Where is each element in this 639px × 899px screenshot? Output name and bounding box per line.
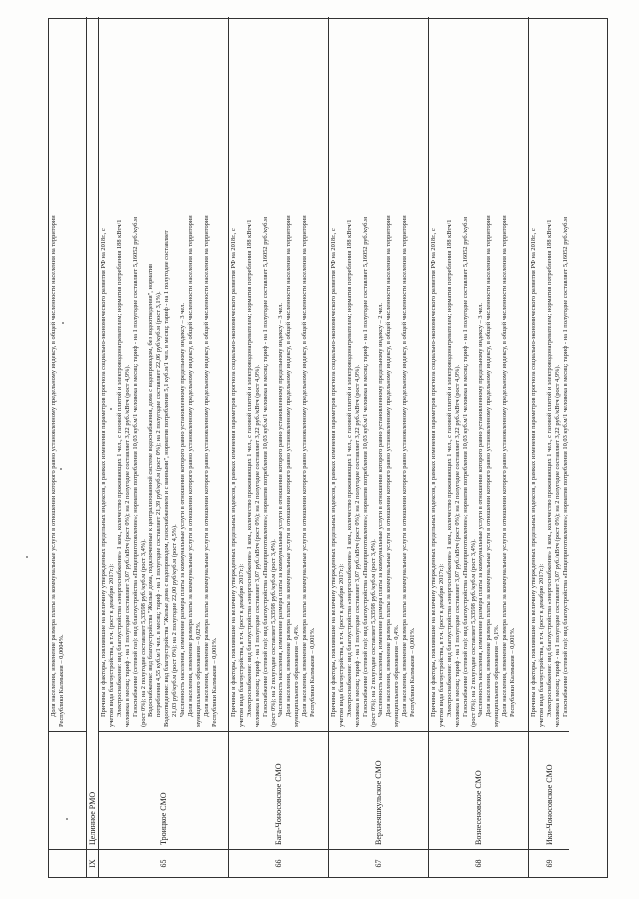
text-line: Республики Калмыкия – 0,001%. <box>409 627 417 717</box>
table-row <box>99 17 229 877</box>
text-line: Причины и факторы, повлиявшие на величину утвержденных предельных индексов, в рамках изменения параметров прогноза социально-экономического развития РФ на 2018г., с <box>530 228 537 717</box>
text-line: потребления 4,55 куб.м/1 чел. в месяц; тариф - на 1 полугодие составляет 21,39 руб/куб.м (рост 0%); на 2 полугодие составляет 22,06 руб/куб.м (рост 3,1%). <box>155 291 163 717</box>
text-line: Газоснабжение (сетевой газ): вид благоустройства «Пищеприготовление»; норматив потребления 10,03 куб.м/1 человека в месяц; тариф - на 1 полугодие составляет 5,16052 руб./куб.м <box>461 216 469 717</box>
text-line: Численность населения, изменение размера платы за коммунальные услуги в отношении которого равно установленному предельному индексу – 2 чел. <box>377 303 385 717</box>
text-line: Доля населения, изменение размера платы за коммунальные услуги в отношении которого равно установленному предельному индексу, в общей численности населения на территории <box>285 215 293 717</box>
text-line: Доля населения, изменение размера платы за коммунальные услуги в отношении которого равно установленному предельному индексу, в общей численности населения на территории <box>50 215 57 717</box>
text-line: учетом вида благоустройства, в т.ч. (рост к декабрю 2017г.): <box>337 563 345 727</box>
text-line: учетом вида благоустройства, в т.ч. (рост к декабрю 2017г.): <box>107 563 115 727</box>
text-line: муниципального образования – 0,4%. <box>293 624 301 727</box>
municipality-name: Бага-Чоносовское СМО <box>229 731 328 849</box>
text-line: человека в месяц; тариф - на 1 полугодие составляет 3,07 руб./кВтч (рост 0%); на 2 полугодие составляет 3,22 руб./кВтч (рост 4,9%). <box>253 364 261 727</box>
row-number: 65 <box>99 849 228 877</box>
text-line: Доля населения, изменение размера платы за коммунальные услуги в отношении которого равно установленному предельному индексу, в общей численности населения на территории <box>202 215 210 717</box>
section-roman-numeral: IX <box>87 849 98 877</box>
text-line: учетом вида благоустройства, в т.ч. (рост к декабрю 2017г.): <box>437 563 445 727</box>
row-description <box>529 17 569 731</box>
text-line: человека в месяц; тариф - на 1 полугодие составляет 3,07 руб./кВтч (рост 0%); на 2 полугодие составляет 3,22 руб./кВтч (рост 4,9%). <box>553 364 561 727</box>
text-line: Доля населения, изменение размера платы за коммунальные услуги в отношении которого равно установленному предельному индексу, в общей численности населения на территории <box>485 215 493 717</box>
text-line: (рост 0%); на 2 полугодие составляет 5,33598 руб./куб.м (рост 3,4%). <box>469 539 477 727</box>
table-row <box>229 17 329 877</box>
text-line: человека в месяц; тариф - на 1 полугодие составляет 3,07 руб./кВтч (рост 0%); на 2 полугодие составляет 3,22 руб./кВтч (рост 4,9%). <box>353 364 361 727</box>
row-description <box>229 17 328 731</box>
text-line: (рост 0%); на 2 полугодие составляет 5,33598 руб./куб.м (рост 3,4%). <box>139 539 147 727</box>
municipality-name: Верхнеяшкульское СМО <box>329 731 428 849</box>
text-line: Доля населения, изменение размера платы за коммунальные услуги в отношении которого равно установленному предельному индексу, в общей численности населения на территории <box>501 215 509 717</box>
text-line: человека в месяц; тариф - на 1 полугодие составляет 3,07 руб./кВтч (рост 0%); на 2 полугодие составляет 3,22 руб./кВтч (рост 4,9%). <box>453 364 461 727</box>
text-line: Республики Калмыкия – 0,001%. <box>309 627 317 717</box>
text-line: Электроснабжение: вид благоустройства «энергоснабжение» 1 ком., количество проживающих 1 чел., с газовой плитой и электроводонагревателем; норматив потребления 188 кВтч/1 <box>115 219 123 717</box>
text-line: Доля населения, изменение размера платы за коммунальные услуги в отношении которого равно установленному предельному индексу, в общей численности населения на территории <box>385 215 393 717</box>
text-line: Республики Калмыкия – 0,0004%. <box>57 634 65 727</box>
text-line: 21,03 руб/куб.м (рост 0%); на 2 полугодие 22,00 руб/куб.м (рост 4,5%). <box>171 524 179 717</box>
row-number: 67 <box>329 849 428 877</box>
text-line: Республики Калмыкия – 0,001%. <box>210 637 218 727</box>
text-line: учетом вида благоустройства, в т.ч. (рост к декабрю 2017г.): <box>237 563 245 727</box>
row-description <box>429 17 528 731</box>
text-line: Численность населения, изменение размера платы за коммунальные услуги в отношении которого равно установленному предельному индексу – 3 чел. <box>477 303 485 717</box>
section-title: Целинное РМО <box>88 791 97 845</box>
section-row <box>87 17 99 877</box>
table-row <box>329 17 429 877</box>
row-number: 66 <box>229 849 328 877</box>
text-line: человека в месяц; тариф - на 1 полугодие составляет 3,07 руб./кВтч (рост 0%); на 2 полугодие составляет 3,22 руб./кВтч (рост 4,9%). <box>123 364 131 727</box>
row-description <box>99 17 228 731</box>
text-line: (рост 0%); на 2 полугодие составляет 5,33598 руб./куб.м (рост 3,4%). <box>369 539 377 727</box>
municipality-name: Вознесеновское СМО <box>429 731 528 849</box>
text-line: Доля населения, изменение размера платы за коммунальные услуги в отношении которого равно установленному предельному индексу, в общей численности населения на территории <box>401 215 409 717</box>
text-line: Газоснабжение (сетевой газ): вид благоустройства «Пищеприготовление»; норматив потребления 10,03 куб.м/1 человека в месяц; тариф - на 1 полугодие составляет 5,16052 руб./куб.м <box>361 216 369 717</box>
text-line: Электроснабжение: вид благоустройства «энергоснабжение» 1 ком., количество проживающих 1 чел., с газовой плитой и электроводонагревателем; норматив потребления 188 кВтч/1 <box>445 219 453 717</box>
row-description <box>329 17 428 731</box>
text-line: Причины и факторы, повлиявшие на величину утвержденных предельных индексов, в рамках изменения параметров прогноза социально-экономического развития РФ на 2018г., с <box>430 228 437 717</box>
text-line: Газоснабжение (сетевой газ): вид благоустройства «Пищеприготовление»; норматив потребления 10,03 куб.м/1 человека в месяц; тариф - на 1 полугодие составляет 5,16052 руб./куб.м <box>261 216 269 717</box>
table-row-header-continuation <box>49 17 87 877</box>
municipality-name: Троицкое СМО <box>99 731 228 849</box>
row-number: 68 <box>429 849 528 877</box>
text-line: Республики Калмыкия – 0,001%. <box>509 627 517 717</box>
row-number-cell <box>49 849 86 877</box>
text-line: муниципального образования – 0,4%. <box>393 624 401 727</box>
table-row <box>429 17 529 877</box>
text-line: муниципального образования – 0,02%. <box>194 621 202 727</box>
text-line: муниципального образования – 0,1%. <box>493 624 501 727</box>
text-line: учетом вида благоустройства, в т.ч. (рост к декабрю 2017г.): <box>537 563 545 727</box>
text-line: Водоотведение: вид благоустройства "Жилые дома с водопроводом, газоснабжением и с ванными", норматив потребления 5,1 куб.м/1 чел. в месяц; тариф - на 1 полугодие составляет <box>163 230 171 727</box>
text-line: Причины и факторы, повлиявшие на величину утвержденных предельных индексов, в рамках изменения параметров прогноза социально-экономического развития РФ на 2018г., с <box>100 228 107 717</box>
row-description <box>49 17 86 731</box>
municipality-name: Ики-Чоносовское СМО <box>529 731 569 849</box>
tariff-table <box>48 18 608 878</box>
table-row <box>529 17 569 877</box>
text-line: Электроснабжение: вид благоустройства «энергоснабжение» 1 ком., количество проживающих 1 чел., с газовой плитой и электроводонагревателем; норматив потребления 188 кВтч/1 <box>245 219 253 717</box>
text-line: Электроснабжение: вид благоустройства «энергоснабжение» 1 ком., количество проживающих 1 чел., с газовой плитой и электроводонагревателем; норматив потребления 188 кВтч/1 <box>545 219 553 717</box>
text-line: (рост 0%); на 2 полугодие составляет 5,33598 руб./куб.м (рост 3,4%). <box>269 539 277 727</box>
text-line: Доля населения, изменение размера платы за коммунальные услуги в отношении которого равно установленному предельному индексу, в общей численности населения на территории <box>186 215 194 717</box>
text-line: Электроснабжение: вид благоустройства «энергоснабжение» 1 ком., количество проживающих 1 чел., с газовой плитой и электроводонагревателем; норматив потребления 188 кВтч/1 <box>345 219 353 717</box>
text-line: Причины и факторы, повлиявшие на величину утвержденных предельных индексов, в рамках изменения параметров прогноза социально-экономического развития РФ на 2018г., с <box>230 228 237 717</box>
text-line: Газоснабжение (сетевой газ): вид благоустройства «Пищеприготовление»; норматив потребления 10,03 куб.м/1 человека в месяц; тариф - на 1 полугодие составляет 5,16052 руб./куб.м <box>561 216 569 717</box>
text-line: Газоснабжение (сетевой газ): вид благоустройства «Пищеприготовление»; норматив потребления 10,03 куб.м/1 человека в месяц; тариф - на 1 полугодие составляет 5,16052 руб./куб.м <box>131 216 139 717</box>
text-line: Причины и факторы, повлиявшие на величину утвержденных предельных индексов, в рамках изменения параметров прогноза социально-экономического развития РФ на 2018г., с <box>330 228 337 717</box>
text-line: Численность населения, изменение размера платы за коммунальные услуги в отношении которого равно установленному предельному индексу – 3 чел. <box>179 303 187 717</box>
scan-speck <box>26 556 28 558</box>
row-number: 69 <box>529 849 569 877</box>
text-line: Водоснабжение: вид благоустройства "Жилые дома, подключенные к централизованной системе водоснабжения, дома с водопроводом, без водоотведения", норматив <box>147 263 155 717</box>
text-line: Доля населения, изменение размера платы за коммунальные услуги в отношении которого равно установленному предельному индексу, в общей численности населения на территории <box>301 215 309 717</box>
text-line: Численность населения, изменение размера платы за коммунальные услуги в отношении которого равно установленному предельному индексу – 3 чел. <box>277 303 285 717</box>
municipality-cell <box>49 731 86 849</box>
